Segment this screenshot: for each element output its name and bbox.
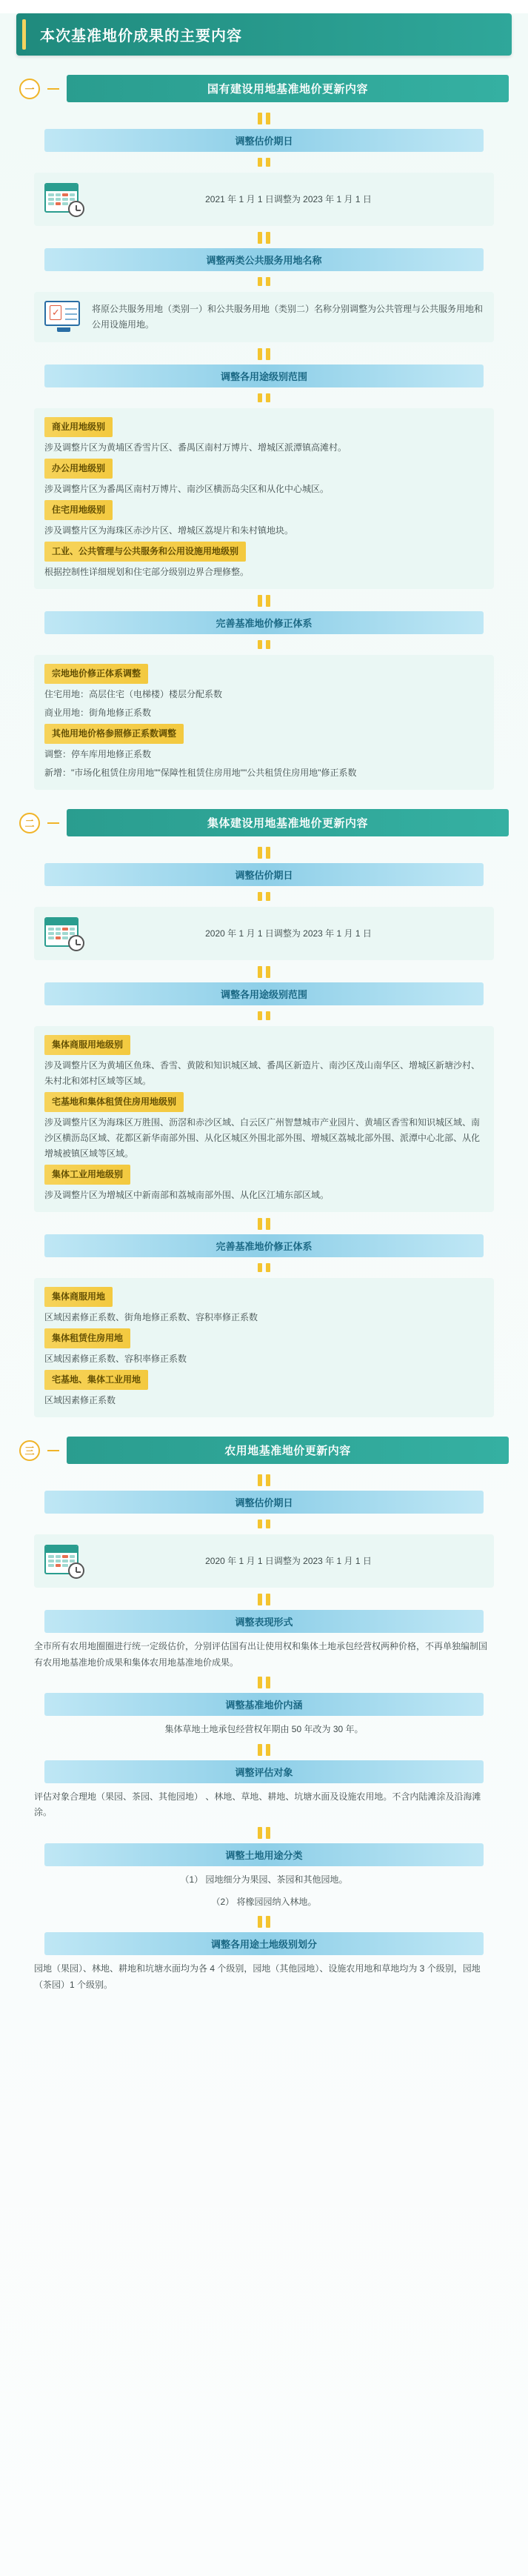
- section-title-2: 集体建设用地基准地价更新内容: [67, 809, 509, 836]
- monitor-check-icon: [44, 301, 83, 333]
- connector: [0, 158, 528, 167]
- content-text: 区域因素修正系数、容积率修正系数: [44, 1354, 187, 1364]
- content-text-2-1: 2020 年 1 月 1 日调整为 2023 年 1 月 1 日: [205, 928, 372, 939]
- content-text-3-2: 全市所有农用地圈圈进行统一定级估价，分别评估国有出让使用权和集体土地承包经营权两种价格，不再单独编制国有农用地基准地价成果和集体农用地基准地价成果。: [34, 1641, 488, 1668]
- tag-other-land-correction: 其他用地价格参照修正系数调整: [44, 724, 184, 744]
- subsection-bar-2-3: 完善基准地价修正体系: [44, 1234, 484, 1257]
- content-text-3-3: 集体草地土地承包经营权年期由 50 年改为 30 年。: [164, 1724, 364, 1735]
- connector: [0, 847, 528, 859]
- content-text: 涉及调整片区为黄埔区香雪片区、番禺区南村万博片、增城区派潭镇高滩村。: [44, 442, 347, 453]
- content-text: 住宅用地：高层住宅（电梯楼）楼层分配系数: [44, 689, 223, 699]
- connector: [0, 232, 528, 244]
- section-dash-3: [47, 1450, 59, 1451]
- content-text-3-6: 园地（果园）、林地、耕地和坑塘水面均为各 4 个级别，园地（其他园地）、设施农用地和草地均为 3 个级别，园地（茶园）1 个级别。: [34, 1963, 481, 1990]
- content-text: 调整：停车库用地修正系数: [44, 749, 152, 759]
- connector: [0, 1677, 528, 1688]
- content-text: 涉及调整片区为番禺区南村万博片、南沙区横沥岛尖区和从化中心城区。: [44, 484, 330, 494]
- section-header-2: [19, 809, 509, 836]
- content-card-2-3: [34, 1278, 494, 1417]
- subsection-bar-1-2: 调整两类公共服务用地名称: [44, 248, 484, 271]
- calendar-clock-icon: [44, 182, 84, 217]
- subsection-bar-2-1: 调整估价期日: [44, 863, 484, 886]
- tag-parcel-price-correction: 宗地地价修正体系调整: [44, 664, 148, 684]
- section-dash-2: [47, 822, 59, 824]
- section-number-2: 二: [19, 813, 40, 833]
- content-card-2-2: [34, 1026, 494, 1212]
- subsection-bar-3-6: 调整各用途土地级别划分: [44, 1932, 484, 1955]
- tag-collective-industrial-land: 集体工业用地级别: [44, 1165, 130, 1185]
- section-dash-1: [47, 88, 59, 90]
- connector: [0, 1827, 528, 1839]
- subsection-bar-3-4: 调整评估对象: [44, 1760, 484, 1783]
- tag-commercial-land: 商业用地级别: [44, 417, 113, 437]
- content-text: 涉及调整片区为海珠区赤沙片区、增城区荔堤片和朱村镇地块。: [44, 525, 294, 536]
- connector: [0, 277, 528, 286]
- section-header-3: [19, 1437, 509, 1464]
- subsection-bar-1-3: 调整各用途级别范围: [44, 365, 484, 387]
- connector: [0, 1744, 528, 1756]
- content-text-3-4: 评估对象合理地（果园、茶园、其他园地） 、林地、草地、耕地、坑塘水面及设施农用地。不含内陆滩涂及沿海滩涂。: [34, 1791, 481, 1818]
- content-text-1-1: 2021 年 1 月 1 日调整为 2023 年 1 月 1 日: [205, 193, 372, 204]
- content-card-1-2: [34, 292, 494, 342]
- section-number-3: 三: [19, 1440, 40, 1461]
- content-text: 区域因素修正系数: [44, 1395, 116, 1405]
- content-card-1-4: [34, 655, 494, 790]
- connector: [0, 113, 528, 124]
- connector: [0, 1011, 528, 1020]
- connector: [0, 393, 528, 402]
- content-text-1-2: 将原公共服务用地（类别一）和公共服务用地（类别二）名称分别调整为公共管理与公共服务用地和公用设施用地。: [92, 304, 484, 330]
- connector: [0, 1263, 528, 1272]
- subsection-bar-3-2: 调整表现形式: [44, 1610, 484, 1633]
- subsection-bar-1-4: 完善基准地价修正体系: [44, 611, 484, 634]
- content-text-3-1: 2020 年 1 月 1 日调整为 2023 年 1 月 1 日: [205, 1555, 372, 1566]
- connector: [0, 1520, 528, 1528]
- connector: [0, 1218, 528, 1230]
- content-text: 涉及调整片区为增城区中新南部和荔城南部外围、从化区江埔东部区域。: [44, 1190, 330, 1200]
- section-number-1: 一: [19, 79, 40, 99]
- connector: [0, 966, 528, 978]
- content-text: 区域因素修正系数、街角地修正系数、容积率修正系数: [44, 1312, 258, 1322]
- tag-industrial-public-land: 工业、公共管理与公共服务和公用设施用地级别: [44, 542, 246, 562]
- content-card-1-3: [34, 408, 494, 589]
- connector: [0, 348, 528, 360]
- content-text-3-5b: （2） 将橡园园纳入林地。: [211, 1896, 317, 1907]
- page-title-banner: [16, 13, 512, 56]
- content-text: 涉及调整片区为黄埔区鱼珠、香雪、黄陂和知识城区域、番禺区新造片、南沙区茂山南华区、增城区新塘沙村、朱村北和郊村区域等区域。: [44, 1060, 481, 1086]
- subsection-bar-3-3: 调整基准地价内涵: [44, 1693, 484, 1716]
- connector: [0, 892, 528, 901]
- poster-page: [0, 13, 528, 2576]
- subsection-bar-1-1: 调整估价期日: [44, 129, 484, 152]
- calendar-clock-icon: [44, 916, 84, 951]
- content-text: 新增："市场化租赁住房用地""保障性租赁住房用地""公共租赁住房用地"修正系数: [44, 768, 357, 778]
- calendar-clock-icon: [44, 1543, 84, 1579]
- tag-collective-commercial-land: 集体商服用地级别: [44, 1035, 130, 1055]
- connector: [0, 1474, 528, 1486]
- subsection-bar-2-2: 调整各用途级别范围: [44, 982, 484, 1005]
- content-card-1-1: [34, 173, 494, 226]
- page-title: 本次基准地价成果的主要内容: [40, 28, 242, 44]
- content-card-2-1: [34, 907, 494, 960]
- subsection-bar-3-1: 调整估价期日: [44, 1491, 484, 1514]
- tag-collective-rental-housing: 集体租赁住房用地: [44, 1328, 130, 1348]
- content-card-3-1: [34, 1534, 494, 1588]
- tag-homestead-rental-land: 宅基地和集体租赁住房用地级别: [44, 1092, 184, 1112]
- content-text: 根据控制性详细规划和住宅部分级别边界合理修整。: [44, 567, 250, 577]
- content-text: 商业用地：街角地修正系数: [44, 708, 152, 718]
- section-title-1: 国有建设用地基准地价更新内容: [67, 75, 509, 102]
- section-title-3: 农用地基准地价更新内容: [67, 1437, 509, 1464]
- subsection-bar-3-5: 调整土地用途分类: [44, 1843, 484, 1866]
- connector: [0, 595, 528, 607]
- connector: [0, 640, 528, 649]
- connector: [0, 1916, 528, 1928]
- tag-office-land: 办公用地级别: [44, 459, 113, 479]
- tag-collective-commercial: 集体商服用地: [44, 1287, 113, 1307]
- content-text-3-5a: （1） 园地细分为果园、茶园和其他园地。: [180, 1874, 348, 1885]
- section-header-1: [19, 75, 509, 102]
- content-text: 涉及调整片区为海珠区万胜围、沥滘和赤沙区域、白云区广州智慧城市产业园片、黄埔区香雪和知识城区域、南沙区横沥岛区域、花都区新华南部外围、从化区城区外围北部外围、增城区荔城北部外围、派潭中心北部、从化增城被镇区域等区域。: [44, 1117, 481, 1159]
- tag-homestead-collective-industrial: 宅基地、集体工业用地: [44, 1370, 148, 1390]
- connector: [0, 1594, 528, 1605]
- tag-residential-land: 住宅用地级别: [44, 500, 113, 520]
